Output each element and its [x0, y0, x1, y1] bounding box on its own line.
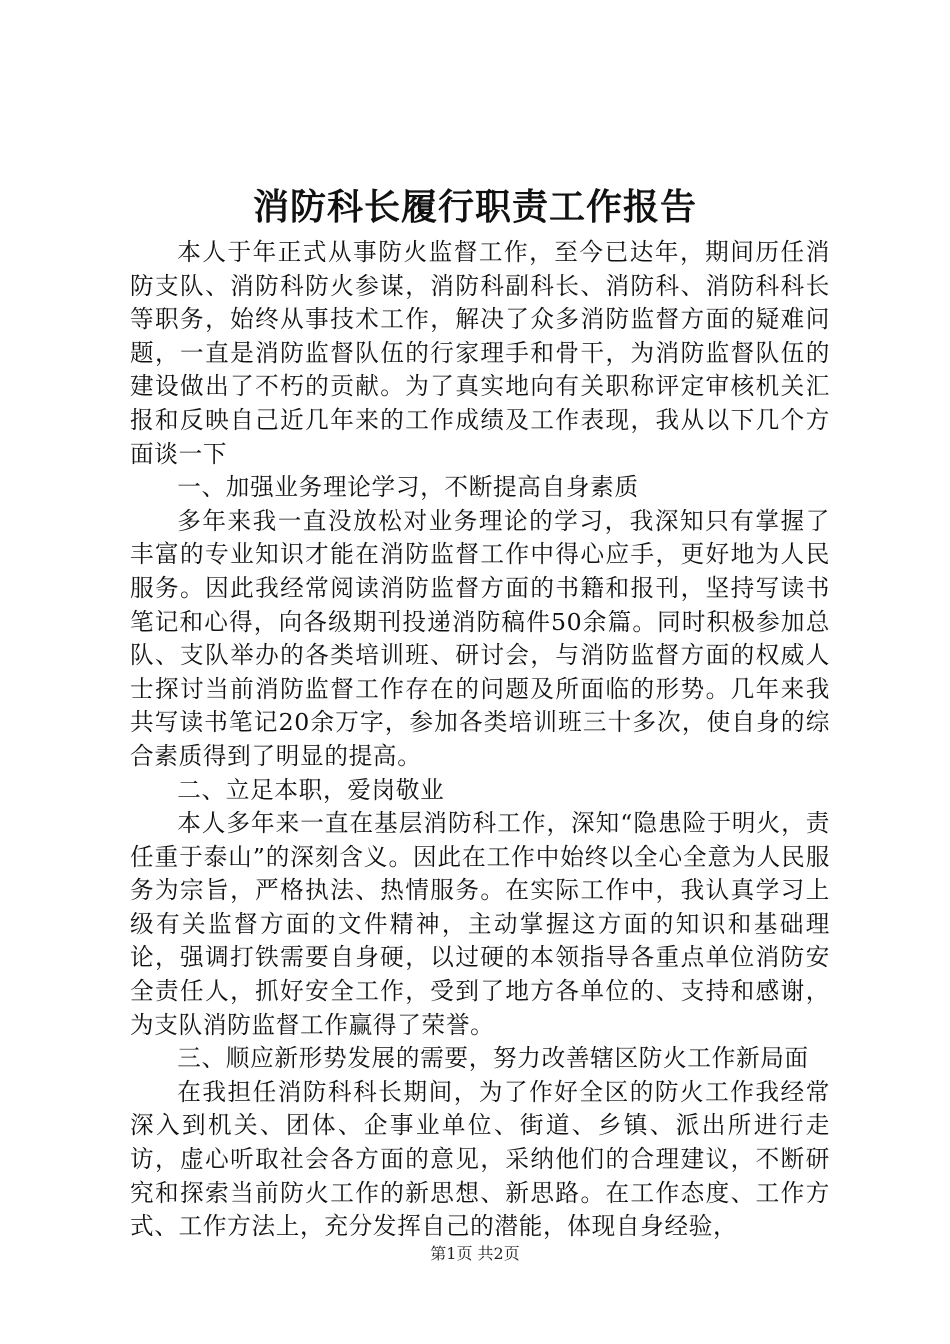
- section-heading-1: 一、加强业务理论学习，不断提高自身素质: [177, 473, 639, 502]
- section-heading-2: 二、立足本职，爱岗敬业: [177, 775, 445, 804]
- intro-paragraph: 本人于年正式从事防火监督工作，至今已达年，期间历任消防支队、消防科防火参谋，消防科副科长、消防科、消防科科长等职务，始终从事技术工作，解决了众多消防监督方面的疑难问题，一直是消防监督队伍的行家理手和骨干，为消防监督队伍的建设做出了不朽的贡献。为了真实地向有关职称评定审核机关汇报和反映自己近几年来的工作成绩及工作表现，我从以下几个方面谈一下: [130, 238, 830, 468]
- document-title: 消防科长履行职责工作报告: [252, 186, 697, 228]
- document-body: [130, 236, 830, 1244]
- section-paragraph-3: 在我担任消防科科长期间，为了作好全区的防火工作我经常深入到机关、团体、企事业单位、街道、乡镇、派出所进行走访，虚心听取社会各方面的意见，采纳他们的合理建议，不断研究和探索当前防火工作的新思想、新思路。在工作态度、工作方式、工作方法上，充分发挥自己的潜能，体现自身经验，: [130, 1077, 830, 1241]
- section-heading-3: 三、顺应新形势发展的需要，努力改善辖区防火工作新局面: [177, 1044, 809, 1073]
- section-paragraph-2: 本人多年来一直在基层消防科工作，深知“隐患险于明火，责任重于泰山”的深刻含义。因此在工作中始终以全心全意为人民服务为宗旨，严格执法、热情服务。在实际工作中，我认真学习上级有关监督方面的文件精神，主动掌握这方面的知识和基础理论，强调打铁需要自身硬，以过硬的本领指导各重点单位消防安全责任人，抓好安全工作，受到了地方各单位的、支持和感谢，为支队消防监督工作赢得了荣誉。: [130, 809, 830, 1039]
- page-number-footer: 第1页 共2页: [430, 1244, 520, 1263]
- section-paragraph-1: 多年来我一直没放松对业务理论的学习，我深知只有掌握了丰富的专业知识才能在消防监督工作中得心应手，更好地为人民服务。因此我经常阅读消防监督方面的书籍和报刊，坚持写读书笔记和心得，向各级期刊投递消防稿件50余篇。同时积极参加总队、支队举办的各类培训班、研讨会，与消防监督方面的权威人士探讨当前消防监督工作存在的问题及所面临的形势。几年来我共写读书笔记20余万字，参加各类培训班三十多次，使自身的综合素质得到了明显的提高。: [130, 506, 830, 770]
